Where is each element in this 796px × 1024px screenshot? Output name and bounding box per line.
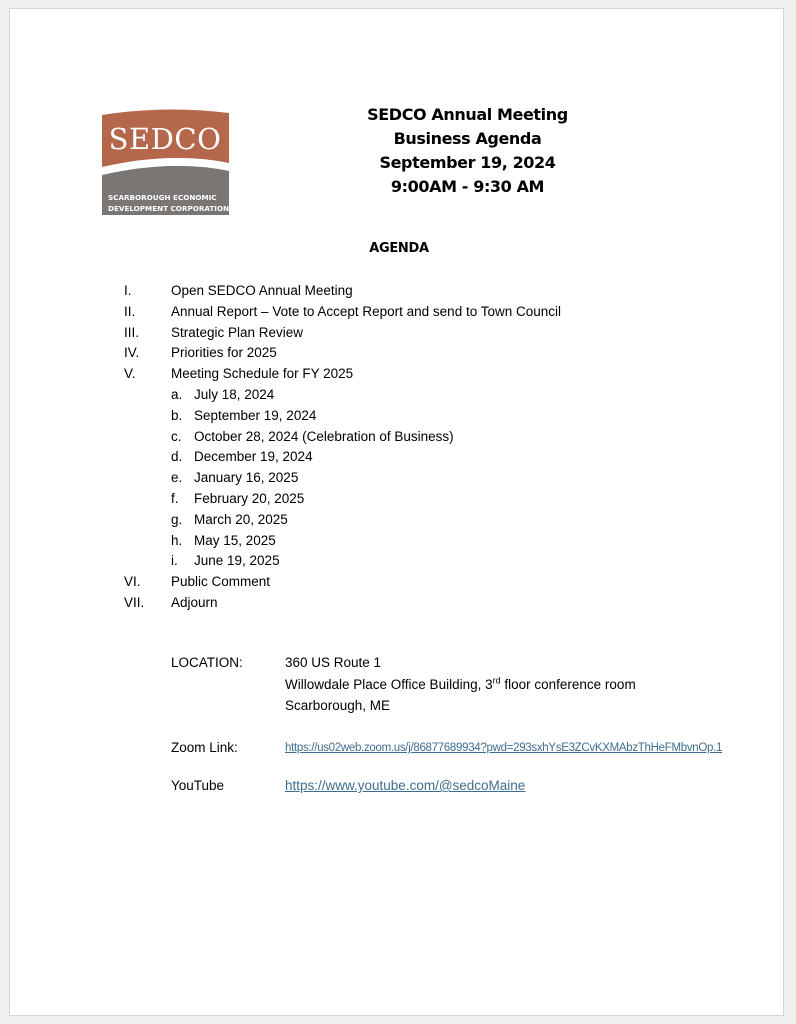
- agenda-item-number: II.: [124, 303, 136, 319]
- zoom-label: Zoom Link:: [171, 740, 238, 755]
- agenda-item-number: IV.: [124, 345, 140, 361]
- agenda-item-text: Annual Report – Vote to Accept Report and send to Town Council: [171, 303, 562, 319]
- location-address-line3: Scarborough, ME: [285, 698, 391, 713]
- schedule-item-letter: b.: [171, 407, 183, 423]
- schedule-item-letter: a.: [171, 386, 183, 402]
- schedule-item-letter: d.: [171, 449, 183, 465]
- schedule-date-item: [10, 489, 785, 510]
- youtube-link[interactable]: https://www.youtube.com/@sedcoMaine: [285, 778, 526, 793]
- agenda-item: [10, 302, 785, 323]
- schedule-item-letter: c.: [171, 428, 182, 444]
- schedule-item-letter: g.: [171, 511, 183, 527]
- schedule-date-item: [10, 406, 785, 427]
- agenda-item-text: Priorities for 2025: [171, 345, 277, 361]
- agenda-item-text: Meeting Schedule for FY 2025: [171, 366, 354, 382]
- schedule-item-text: December 19, 2024: [194, 449, 313, 465]
- agenda-item-text: Adjourn: [171, 594, 218, 610]
- zoom-link[interactable]: https://us02web.zoom.us/j/86877689934?pwd=293sxhYsE3ZCvKXMAbzThHeFMbvnOp.1: [285, 742, 723, 754]
- schedule-item-letter: h.: [171, 532, 183, 548]
- location-address-line2: Willowdale Place Office Building, 3rd floor conference room: [285, 675, 636, 692]
- agenda-item: [10, 343, 785, 364]
- schedule-item-text: May 15, 2025: [194, 532, 276, 548]
- logo-line2: DEVELOPMENT CORPORATION: [108, 204, 229, 213]
- schedule-item-text: March 20, 2025: [194, 511, 288, 527]
- schedule-date-item: [10, 385, 785, 406]
- agenda-item: [10, 572, 785, 593]
- schedule-item-text: February 20, 2025: [194, 490, 305, 506]
- agenda-item-text: Public Comment: [171, 574, 271, 590]
- location-label: LOCATION:: [171, 655, 243, 670]
- agenda-item-text: Strategic Plan Review: [171, 324, 304, 340]
- agenda-heading: AGENDA: [369, 241, 429, 256]
- schedule-date-item: [10, 551, 785, 572]
- schedule-item-text: September 19, 2024: [194, 407, 317, 423]
- document-header: [310, 103, 625, 199]
- schedule-item-letter: e.: [171, 470, 183, 486]
- header-title: SEDCO Annual Meeting: [367, 105, 568, 124]
- schedule-item-letter: i.: [171, 553, 178, 569]
- schedule-date-item: [10, 531, 785, 552]
- agenda-item-text: Open SEDCO Annual Meeting: [171, 283, 353, 298]
- schedule-item-text: October 28, 2024 (Celebration of Business): [194, 428, 454, 444]
- document-page: [9, 8, 784, 1016]
- header-date: September 19, 2024: [379, 153, 556, 172]
- header-subtitle: Business Agenda: [393, 129, 542, 148]
- agenda-item-number: I.: [124, 283, 132, 298]
- schedule-date-item: [10, 427, 785, 448]
- agenda-item-number: V.: [124, 366, 136, 382]
- header-time: 9:00AM - 9:30 AM: [390, 177, 545, 196]
- schedule-item-text: July 18, 2024: [194, 386, 275, 402]
- logo-brand-text: SEDCO: [108, 122, 222, 156]
- schedule-item-letter: f.: [171, 490, 179, 506]
- agenda-item-number: III.: [124, 324, 140, 340]
- schedule-item-text: June 19, 2025: [194, 553, 280, 569]
- agenda-list: [10, 281, 785, 614]
- agenda-item-number: VI.: [124, 574, 141, 590]
- schedule-date-item: [10, 468, 785, 489]
- schedule-date-item: [10, 510, 785, 531]
- logo-line1: SCARBOROUGH ECONOMIC: [108, 193, 217, 202]
- sedco-logo: [102, 107, 229, 215]
- location-address-line1: 360 US Route 1: [285, 655, 382, 670]
- agenda-item: [10, 281, 785, 302]
- agenda-item: [10, 323, 785, 344]
- agenda-item: [10, 593, 785, 614]
- schedule-item-text: January 16, 2025: [194, 470, 299, 486]
- youtube-label: YouTube: [171, 778, 225, 793]
- schedule-date-item: [10, 447, 785, 468]
- agenda-item: [10, 364, 785, 385]
- agenda-item-number: VII.: [124, 594, 145, 610]
